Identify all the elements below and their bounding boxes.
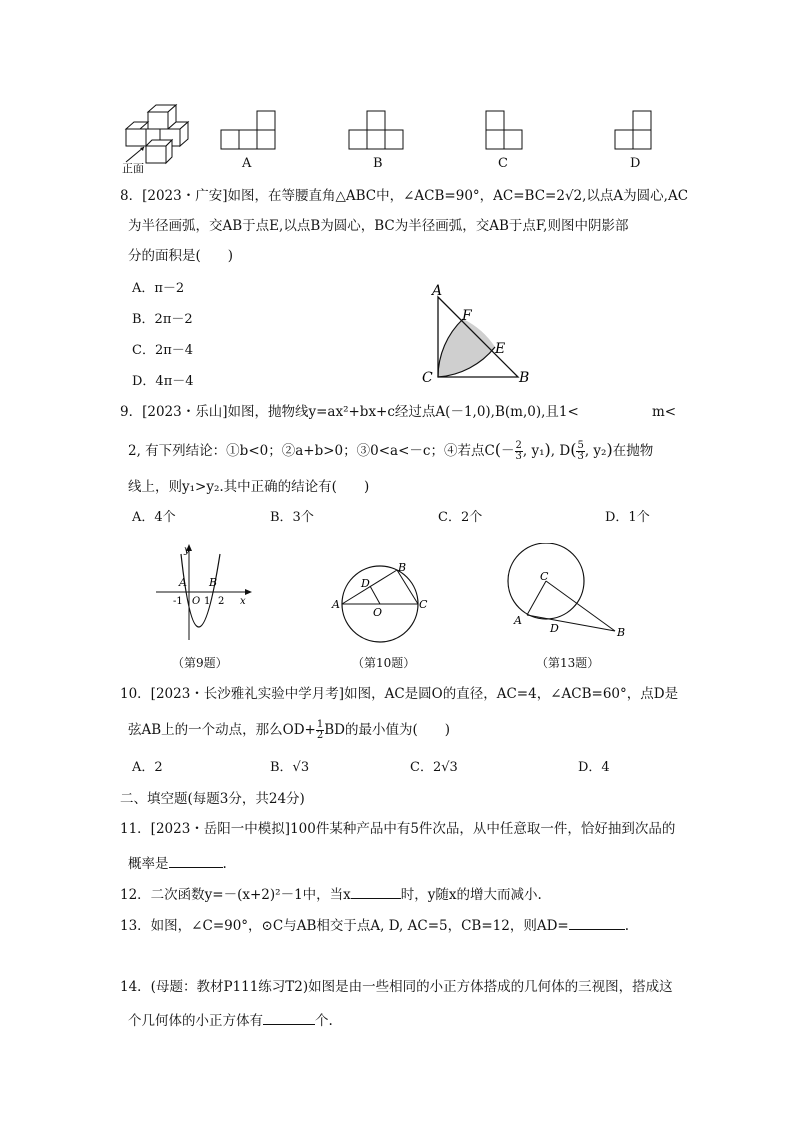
q11-line-1: 11．[2023・岳阳一中模拟]100件某种产品中有5件次品，从中任意取一件，恰好抽到次品的 <box>120 821 676 837</box>
q8-label-b: B <box>519 370 530 386</box>
q8-line-2: 为半径画弧，交AB于点E,以点B为圆心，BC为半径画弧，交AB于点F,则图中阴影部 <box>128 218 629 234</box>
q12-answer-blank <box>351 884 401 899</box>
fig13-label-d: D <box>550 622 559 635</box>
fig9-parabola <box>152 540 256 644</box>
q10-fraction: $\frac{1}{2}$ <box>316 719 324 741</box>
q7-option-d-figure <box>614 110 658 152</box>
q8-label-e: E <box>495 341 506 357</box>
front-label: 正面 <box>122 162 144 175</box>
q8-option-a: A．π－2 <box>132 281 185 296</box>
q10-option-d: D．4 <box>578 760 610 775</box>
q10-option-a: A．2 <box>132 760 163 775</box>
q14-line-2: 个几何体的小正方体有 个. <box>128 1010 333 1031</box>
fig9-label-x: x <box>240 596 246 607</box>
q10-line-1: 10．[2023・长沙雅礼实验中学月考]如图，AC是圆O的直径，AC=4，∠ACB=60°，点D是 <box>120 686 679 702</box>
fig10-label-a: A <box>332 598 340 611</box>
q9-line-2: 2, 有下列结论：①b<0；②a+b>0；③0<a<－c；④若点C(－ $\frac{2}{3}$ , y₁), D( $\frac{5}{3}$ , y₂)在抛物 <box>128 440 654 462</box>
q7-option-b-figure <box>348 110 408 152</box>
q9-points: C(－ $\frac{2}{3}$ , y₁), D( $\frac{5}{3}$ , y₂) <box>484 440 613 462</box>
q9-line-3: 线上，则y₁>y₂.其中正确的结论有( ) <box>128 479 370 495</box>
q8-line-3: 分的面积是( ) <box>128 248 234 264</box>
q14-answer-blank <box>263 1010 315 1025</box>
q11-answer-blank <box>169 853 223 868</box>
q8-stem <box>120 186 689 266</box>
fig13-label-a: A <box>514 614 522 627</box>
q7-option-a-figure <box>220 110 280 152</box>
q7-solid-figure <box>118 100 196 175</box>
fig13-label-c: C <box>540 570 549 583</box>
q9-option-b: B．3个 <box>270 510 314 525</box>
q8-option-b: B．2π－2 <box>132 312 193 327</box>
q7-option-c-figure <box>485 110 529 152</box>
q8-line-1: 8．[2023・广安]如图，在等腰直角△ABC中，∠ACB=90°，AC=BC=2√2,以点A为圆心,AC <box>120 188 689 204</box>
q13-answer-blank <box>569 915 625 930</box>
fig9-label-2: 2 <box>218 596 225 607</box>
q7-option-c-label: C <box>498 156 508 171</box>
q7-option-a-label: A <box>242 156 252 171</box>
q10-option-b: B．√3 <box>270 760 310 775</box>
q8-label-f: F <box>462 308 472 324</box>
fig9-label-b: B <box>209 576 218 589</box>
fig13-caption: （第13题） <box>536 656 600 670</box>
fig13-label-b: B <box>617 626 626 639</box>
fig9-label-neg1: -1 <box>173 596 183 607</box>
q12-line: 12．二次函数y=－(x+2)²－1中，当x 时，y随x的增大而减小. <box>120 884 542 905</box>
fig10-label-d: D <box>361 577 370 590</box>
fig10-label-b: B <box>398 561 407 574</box>
q8-triangle-figure <box>418 280 538 388</box>
q9-line-1: 9．[2023・乐山]如图，抛物线y=ax²+bx+c经过点A(－1,0),B(m,0),且1< <box>120 404 579 420</box>
q9-option-a: A．4个 <box>132 510 176 525</box>
q11-line-2: 概率是 . <box>128 853 227 874</box>
q14-line-1: 14．(母题：教材P111练习T2)如图是由一些相同的小正方体搭成的几何体的三视图，搭成这 <box>120 979 673 995</box>
fig9-label-o: O <box>192 596 201 607</box>
q9-option-d: D．1个 <box>605 510 650 525</box>
q8-label-a: A <box>432 283 443 299</box>
q7-option-b-label: B <box>373 156 383 171</box>
q9-line-1-end: m< <box>652 404 677 420</box>
fig9-label-a: A <box>179 576 187 589</box>
q10-line-2: 弦AB上的一个动点，那么OD+ $\frac{1}{2}$ BD的最小值为( ) <box>128 719 451 741</box>
q7-option-d-label: D <box>630 156 641 171</box>
fig10-circle <box>330 558 434 646</box>
fig10-caption: （第10题） <box>352 656 416 670</box>
q8-option-d: D．4π－4 <box>132 374 194 389</box>
fig13-circle <box>500 543 635 643</box>
q13-line: 13．如图，∠C=90°，⊙C与AB相交于点A, D, AC=5，CB=12，则AD= . <box>120 915 629 936</box>
section-2-title: 二、填空题(每题3分，共24分) <box>120 791 305 807</box>
q8-option-c: C．2π－4 <box>132 343 194 358</box>
q10-option-c: C．2√3 <box>410 760 458 775</box>
fig10-label-c: C <box>419 598 428 611</box>
fig9-label-y: y <box>184 545 190 556</box>
q9-option-c: C．2个 <box>438 510 483 525</box>
fig10-label-o: O <box>373 606 383 619</box>
fig9-caption: （第9题） <box>172 656 228 670</box>
q8-label-c: C <box>422 370 433 386</box>
fig9-label-1: 1 <box>204 596 211 607</box>
